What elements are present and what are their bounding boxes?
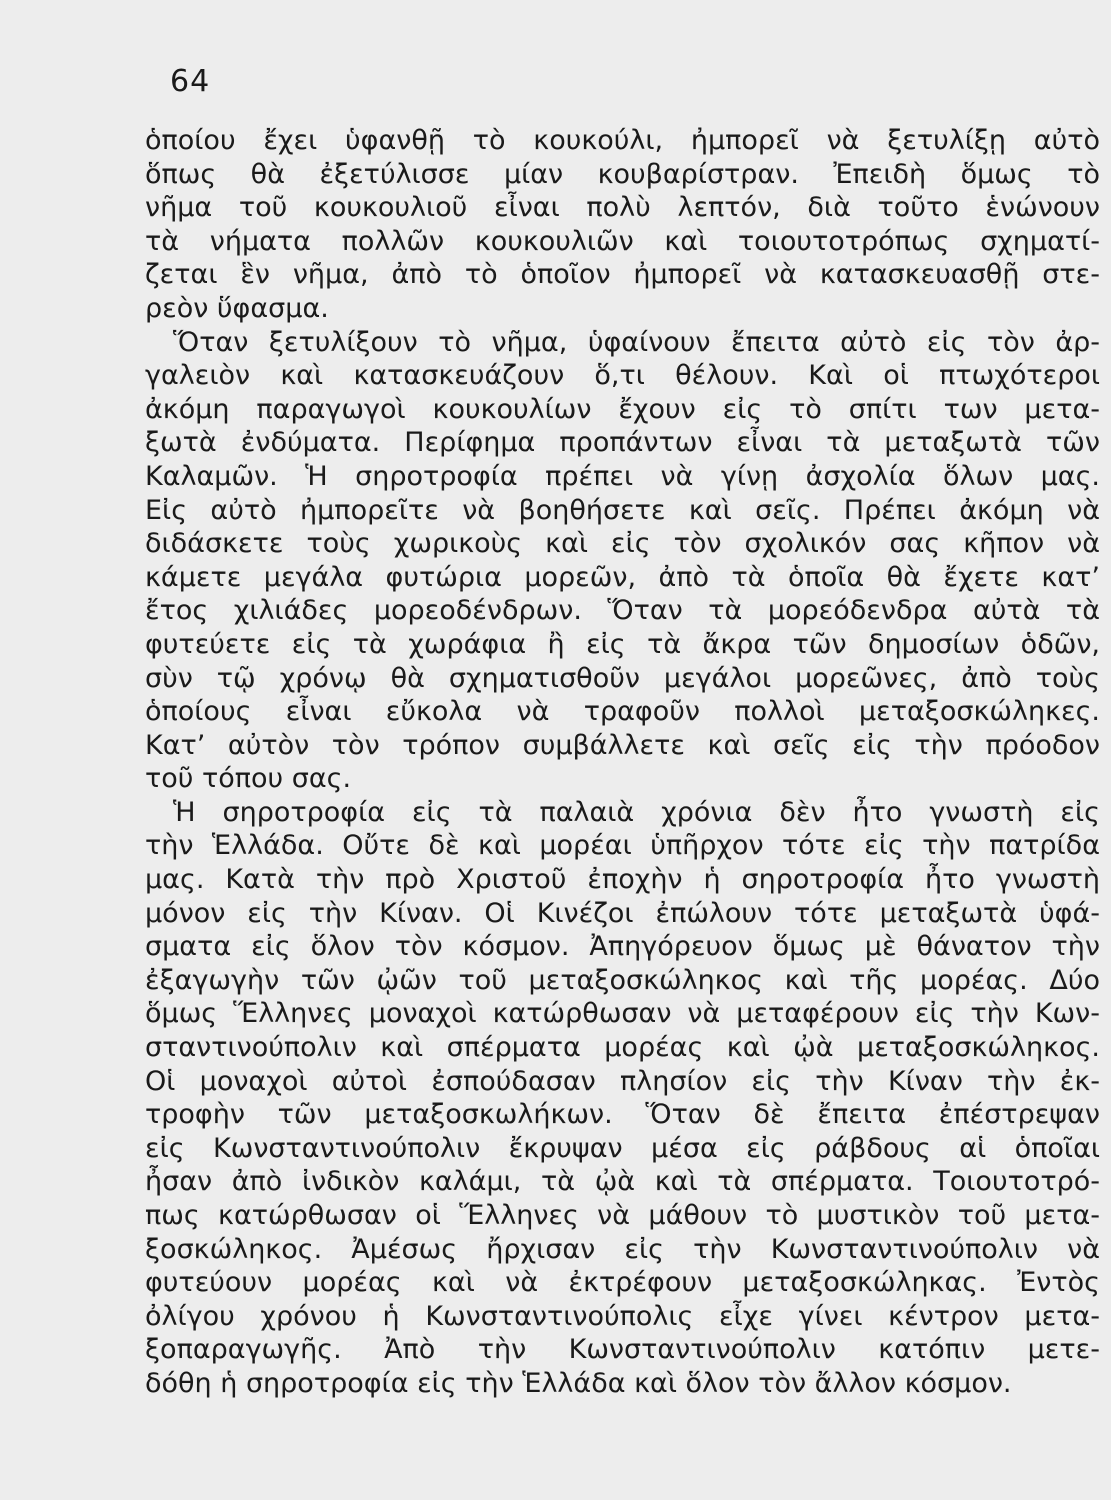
- text-line: μόνον εἰς τὴν Κίναν. Οἱ Κινέζοι ἐπώλουν τότε μεταξωτὰ ὑφά-: [145, 897, 1100, 929]
- text-line: εἰς Κωνσταντινούπολιν ἔκρυψαν μέσα εἰς ράβδους αἱ ὁποῖαι: [145, 1132, 1100, 1164]
- text-line: τοῦ τόπου σας.: [145, 763, 352, 795]
- text-line: μας. Κατὰ τὴν πρὸ Χριστοῦ ἐποχὴν ἡ σηροτροφία ἦτο γνωστὴ: [145, 864, 1100, 896]
- body-text: [145, 124, 1100, 1401]
- text-line: διδάσκετε τοὺς χωρικοὺς καὶ εἰς τὸν σχολικόν σας κῆπον νὰ: [145, 528, 1100, 560]
- text-line: ξοπαραγωγῆς. Ἀπὸ τὴν Κωνσταντινούπολιν κατόπιν μετε-: [145, 1334, 1100, 1366]
- text-line: ἐξαγωγὴν τῶν ᾠῶν τοῦ μεταξοσκώληκος καὶ τῆς μορέας. Δύο: [145, 964, 1100, 996]
- text-line: Ἡ σηροτροφία εἰς τὰ παλαιὰ χρόνια δὲν ἦτο γνωστὴ εἰς: [173, 796, 1100, 828]
- text-line: Καλαμῶν. Ἡ σηροτροφία πρέπει νὰ γίνῃ ἀσχολία ὅλων μας.: [145, 460, 1100, 492]
- text-line: πως κατώρθωσαν οἱ Ἕλληνες νὰ μάθουν τὸ μυστικὸν τοῦ μετα-: [145, 1200, 1100, 1231]
- text-line: Εἰς αὐτὸ ἠμπορεῖτε νὰ βοηθήσετε καὶ σεῖς. Πρέπει ἀκόμη νὰ: [145, 494, 1100, 526]
- text-line: ὁποίου ἔχει ὑφανθῇ τὸ κουκούλι, ἠμπορεῖ νὰ ξετυλίξῃ αὐτὸ: [145, 125, 1100, 156]
- text-line: φυτεύουν μορέας καὶ νὰ ἐκτρέφουν μεταξοσκώληκας. Ἐντὸς: [145, 1267, 1100, 1299]
- text-line: σταντινούπολιν καὶ σπέρματα μορέας καὶ ᾠὰ μεταξοσκώληκος.: [145, 1032, 1100, 1064]
- text-line: ρεὸν ὕφασμα.: [145, 292, 329, 324]
- text-line: δόθη ἡ σηροτροφία εἰς τὴν Ἑλλάδα καὶ ὅλον τὸν ἄλλον κόσμον.: [145, 1367, 1012, 1399]
- text-line: ζεται ἓν νῆμα, ἀπὸ τὸ ὁποῖον ἠμπορεῖ νὰ κατασκευασθῇ στε-: [145, 259, 1100, 291]
- text-line: Οἱ μοναχοὶ αὐτοὶ ἐσπούδασαν πλησίον εἰς τὴν Κίναν τὴν ἐκ-: [145, 1065, 1100, 1097]
- text-line: ὀλίγου χρόνου ἡ Κωνσταντινούπολις εἶχε γίνει κέντρον μετα-: [145, 1300, 1100, 1332]
- text-line: ἦσαν ἀπὸ ἰνδικὸν καλάμι, τὰ ᾠὰ καὶ τὰ σπέρματα. Τοιουτοτρό-: [145, 1166, 1100, 1198]
- page-number: 64: [170, 64, 211, 99]
- text-line: ξωτὰ ἐνδύματα. Περίφημα προπάντων εἶναι τὰ μεταξωτὰ τῶν: [145, 427, 1100, 459]
- text-line: φυτεύετε εἰς τὰ χωράφια ἢ εἰς τὰ ἄκρα τῶν δημοσίων ὁδῶν,: [145, 628, 1100, 660]
- text-line: ἀκόμη παραγωγοὶ κουκουλίων ἔχουν εἰς τὸ σπίτι των μετα-: [145, 393, 1100, 425]
- text-line: ἔτος χιλιάδες μορεοδένδρων. Ὅταν τὰ μορεόδενδρα αὐτὰ τὰ: [145, 595, 1100, 627]
- text-line: ὁποίους εἶναι εὔκολα νὰ τραφοῦν πολλοὶ μεταξοσκώληκες.: [145, 696, 1100, 728]
- text-line: τὰ νήματα πολλῶν κουκουλιῶν καὶ τοιουτοτρόπως σχηματί-: [145, 225, 1100, 257]
- text-line: Κατ’ αὐτὸν τὸν τρόπον συμβάλλετε καὶ σεῖς εἰς τὴν πρόοδον: [145, 729, 1100, 761]
- text-line: κάμετε μεγάλα φυτώρια μορεῶν, ἀπὸ τὰ ὁποῖα θὰ ἔχετε κατ’: [145, 561, 1100, 593]
- text-line: τροφὴν τῶν μεταξοσκωλήκων. Ὅταν δὲ ἔπειτα ἐπέστρεψαν: [145, 1099, 1100, 1131]
- text-line: ὅπως θὰ ἐξετύλισσε μίαν κουβαρίστραν. Ἐπειδὴ ὅμως τὸ: [145, 158, 1100, 190]
- text-line: τὴν Ἑλλάδα. Οὔτε δὲ καὶ μορέαι ὑπῆρχον τότε εἰς τὴν πατρίδα: [145, 830, 1100, 862]
- text-line: ὅμως Ἕλληνες μοναχοὶ κατώρθωσαν νὰ μεταφέρουν εἰς τὴν Κων-: [145, 998, 1100, 1030]
- text-line: γαλειὸν καὶ κατασκευάζουν ὅ,τι θέλουν. Καὶ οἱ πτωχότεροι: [145, 360, 1100, 392]
- text-line: σὺν τῷ χρόνῳ θὰ σχηματισθοῦν μεγάλοι μορεῶνες, ἀπὸ τοὺς: [145, 662, 1100, 694]
- text-line: νῆμα τοῦ κουκουλιοῦ εἶναι πολὺ λεπτόν, διὰ τοῦτο ἑνώνουν: [145, 192, 1100, 224]
- text-line: Ὅταν ξετυλίξουν τὸ νῆμα, ὑφαίνουν ἔπειτα αὐτὸ εἰς τὸν ἀρ-: [173, 326, 1100, 358]
- text-line: ξοσκώληκος. Ἀμέσως ἤρχισαν εἰς τὴν Κωνσταντινούπολιν νὰ: [145, 1233, 1100, 1265]
- text-line: σματα εἰς ὅλον τὸν κόσμον. Ἀπηγόρευον ὅμως μὲ θάνατον τὴν: [145, 931, 1100, 963]
